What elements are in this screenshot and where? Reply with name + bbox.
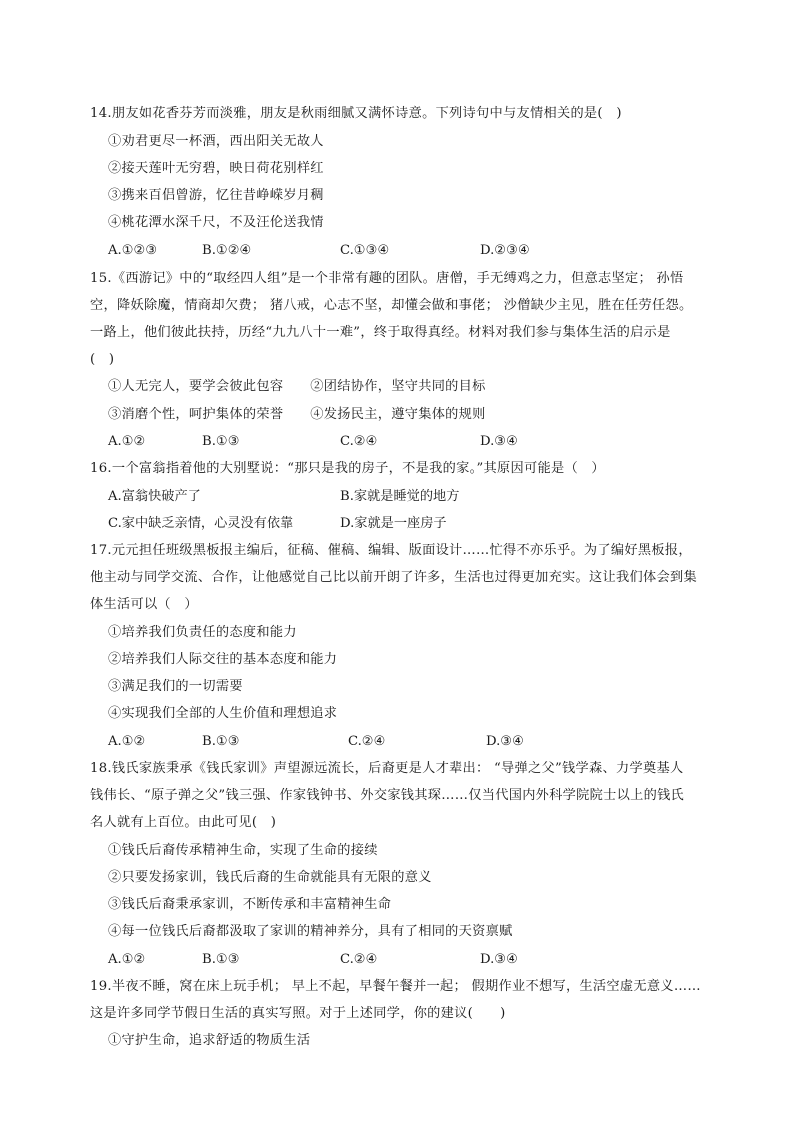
q15-option-a[interactable]: A.①②: [108, 434, 146, 449]
q14-statement-3: ③携来百侣曾游，忆往昔峥嵘岁月稠: [108, 188, 324, 203]
q18-option-a[interactable]: A.①②: [108, 952, 146, 967]
q19-stem-line-1: 19.半夜不睡，窝在床上玩手机； 早上不起，早餐午餐并一起； 假期作业不想写，生活空虚无意义……: [90, 979, 701, 994]
q17-statement-2: ②培养我们人际交往的基本态度和能力: [108, 652, 338, 667]
q17-option-d[interactable]: D.③④: [486, 734, 524, 749]
q15-stem-line-4: ( ): [90, 352, 115, 367]
q17-statement-1: ①培养我们负责任的态度和能力: [108, 625, 297, 640]
q17-option-c[interactable]: C.②④: [348, 734, 386, 749]
q15-option-d[interactable]: D.③④: [480, 434, 518, 449]
q14-statement-2: ②接天莲叶无穷碧，映日荷花别样红: [108, 161, 324, 176]
q18-statement-2: ②只要发扬家训，钱氏后裔的生命就能具有无限的意义: [108, 870, 432, 885]
q16-option-a[interactable]: A.富翁快破产了: [108, 489, 201, 504]
q16-option-b[interactable]: B.家就是睡觉的地方: [340, 489, 460, 504]
q14-option-c[interactable]: C.①③④: [340, 243, 390, 258]
q18-option-d[interactable]: D.③④: [480, 952, 518, 967]
q16-option-d[interactable]: D.家就是一座房子: [340, 516, 447, 531]
q14-option-b[interactable]: B.①②④: [202, 243, 252, 258]
q15-stem-line-1: 15.《西游记》中的“取经四人组”是一个非常有趣的团队。唐僧，手无缚鸡之力，但意志坚定； 孙悟: [90, 271, 684, 286]
q19-statement-1: ①守护生命，追求舒适的物质生活: [108, 1033, 311, 1048]
q17-stem-line-2: 他主动与同学交流、合作，让他感觉自己比以前开朗了许多，生活也过得更加充实。这让我们体会到集: [90, 570, 697, 585]
q14-option-a[interactable]: A.①②③: [108, 243, 158, 258]
q18-stem-line-2: 钱伟长、“原子弹之父”钱三强、作家钱钟书、外交家钱其琛……仅当代国内外科学院院士以上的钱氏: [90, 788, 685, 803]
q17-stem-line-1: 17.元元担任班级黑板报主编后，征稿、催稿、编辑、版面设计……忙得不亦乐乎。为了编好黑板报，: [90, 543, 692, 558]
q18-stem-line-1: 18.钱氏家族秉承《钱氏家训》声望源远流长，后裔更是人才辈出： “导弹之父”钱学森、力学奠基人: [90, 761, 684, 776]
q15-option-b[interactable]: B.①③: [202, 434, 240, 449]
q18-statement-4: ④每一位钱氏后裔都汲取了家训的精神养分，具有了相同的天资禀赋: [108, 924, 513, 939]
q17-statement-3: ③满足我们的一切需要: [108, 679, 243, 694]
q16-option-c[interactable]: C.家中缺乏亲情，心灵没有依靠: [108, 516, 294, 531]
q14-option-d[interactable]: D.②③④: [480, 243, 530, 258]
q18-option-b[interactable]: B.①③: [202, 952, 240, 967]
q15-option-c[interactable]: C.②④: [340, 434, 378, 449]
q14-stem: 14.朋友如花香芬芳而淡雅，朋友是秋雨细腻又满怀诗意。下列诗句中与友情相关的是( ): [90, 106, 622, 121]
q18-statement-3: ③钱氏后裔秉承家训，不断传承和丰富精神生命: [108, 897, 392, 912]
q14-statement-1: ①劝君更尽一杯酒，西出阳关无故人: [108, 134, 324, 149]
q14-statement-4: ④桃花潭水深千尺，不及汪伦送我情: [108, 215, 324, 230]
q17-option-b[interactable]: B.①③: [202, 734, 240, 749]
q15-statements-1-2: ①人无完人，要学会彼此包容 ②团结协作，坚守共同的目标: [108, 379, 486, 394]
q15-stem-line-2: 空，降妖除魔，情商却欠费； 猪八戒，心志不坚，却懂会做和事佬； 沙僧缺少主见，胜在任劳任怨。: [90, 298, 693, 313]
q17-option-a[interactable]: A.①②: [108, 734, 146, 749]
q17-statement-4: ④实现我们全部的人生价值和理想追求: [108, 706, 338, 721]
q15-statements-3-4: ③消磨个性，呵护集体的荣誉 ④发扬民主，遵守集体的规则: [108, 407, 486, 422]
q17-stem-line-3: 体生活可以（ ）: [90, 597, 198, 612]
q18-option-c[interactable]: C.②④: [340, 952, 378, 967]
q16-stem: 16.一个富翁指着他的大别墅说：“那只是我的房子，不是我的家。”其原因可能是（ ）: [90, 461, 605, 476]
q19-stem-line-2: 这是许多同学节假日生活的真实写照。对于上述同学，你的建议( ): [90, 1006, 506, 1021]
q18-statement-1: ①钱氏后裔传承精神生命，实现了生命的接续: [108, 843, 378, 858]
q15-stem-line-3: 一路上，他们彼此扶持，历经“九九八十一难”，终于取得真经。材料对我们参与集体生活的启示是: [90, 325, 671, 340]
q18-stem-line-3: 名人就有上百位。由此可见( ): [90, 815, 277, 830]
